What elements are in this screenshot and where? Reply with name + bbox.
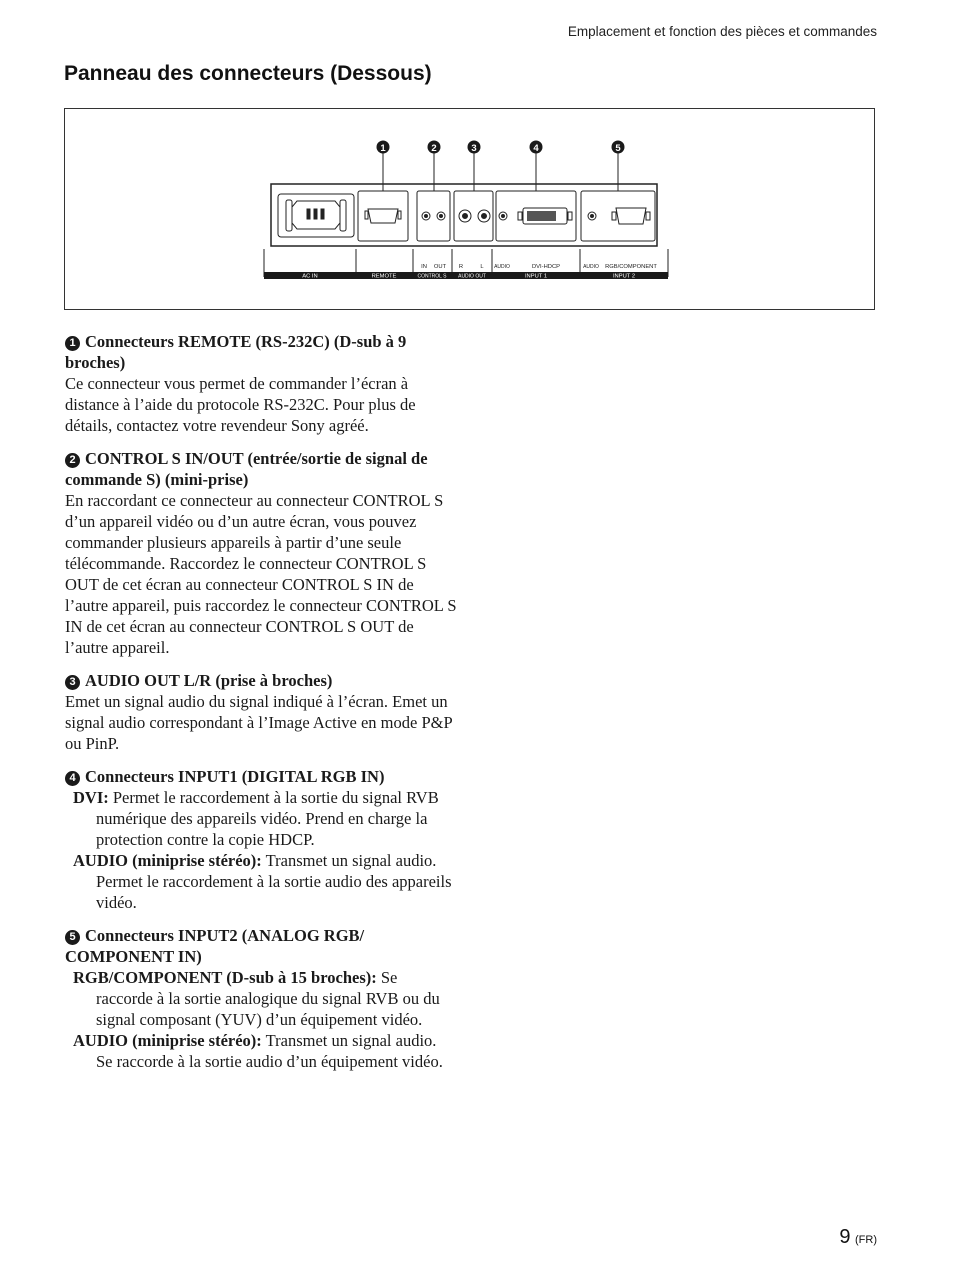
item-heading bbox=[65, 448, 457, 490]
connector-panel-diagram bbox=[64, 108, 875, 310]
sub-term: AUDIO (miniprise stéréo): bbox=[73, 1031, 262, 1050]
number-badge: 3 bbox=[65, 675, 80, 690]
audio-out-connectors bbox=[454, 191, 493, 241]
sub-item-audio bbox=[65, 1030, 457, 1072]
item-input2 bbox=[65, 925, 457, 1072]
item-heading bbox=[65, 331, 457, 373]
running-head: Emplacement et fonction des pièces et commandes bbox=[567, 24, 877, 39]
item-input1 bbox=[65, 766, 457, 913]
item-heading bbox=[65, 766, 457, 787]
input1-connectors bbox=[496, 191, 576, 241]
control-s-connectors bbox=[417, 191, 450, 241]
page-number bbox=[839, 1226, 877, 1249]
label-input-2: INPUT 2 bbox=[612, 273, 636, 280]
item-body: Ce connecteur vous permet de commander l’écran à distance à l’aide du protocole RS-232C. Pour plus de détails, contactez votre revendeur Sony agréé. bbox=[65, 374, 416, 435]
sub-text: Se raccorde à la sortie analogique du signal RVB ou du signal composant (YUV) d’un équipement vidéo. bbox=[96, 968, 440, 1029]
callout-3 bbox=[468, 141, 481, 155]
ac-in-connector bbox=[278, 194, 354, 237]
number-badge: 4 bbox=[65, 771, 80, 786]
item-audio-out bbox=[65, 670, 457, 754]
number-badge: 2 bbox=[65, 453, 80, 468]
callout-5-label: 5 bbox=[615, 143, 621, 154]
item-title: Connecteurs INPUT2 (ANALOG RGB/ COMPONENT IN) bbox=[65, 926, 365, 966]
sub-text: Transmet un signal audio. Permet le raccordement à la sortie audio des appareils vidéo. bbox=[96, 851, 452, 912]
sub-text: Permet le raccordement à la sortie du signal RVB numérique des appareils vidéo. Prend en charge la protection contre la copie HDCP. bbox=[96, 788, 439, 849]
label-out: OUT bbox=[433, 264, 447, 270]
label-dvi-hdcp: DVI-HDCP bbox=[531, 264, 561, 270]
label-rgb-component: RGB/COMPONENT bbox=[605, 264, 657, 270]
callout-4-label: 4 bbox=[533, 143, 539, 154]
sub-term: RGB/COMPONENT (D-sub à 15 broches): bbox=[73, 968, 377, 987]
item-remote bbox=[65, 331, 457, 436]
connector-panel-illustration bbox=[65, 109, 876, 311]
remote-connector bbox=[358, 191, 408, 241]
callout-2 bbox=[428, 141, 441, 155]
input2-connectors bbox=[581, 191, 655, 241]
sub-text: Transmet un signal audio. Se raccorde à la sortie audio d’un équipement vidéo. bbox=[96, 1031, 443, 1071]
label-remote: REMOTE bbox=[371, 273, 397, 280]
item-heading bbox=[65, 925, 457, 967]
callout-1-label: 1 bbox=[380, 143, 386, 154]
item-body: Emet un signal audio du signal indiqué à l’écran. Emet un signal audio correspondant à l’Image Active en mode P&P ou PinP. bbox=[65, 692, 453, 753]
item-title: CONTROL S IN/OUT (entrée/sortie de signal de commande S) (mini-prise) bbox=[65, 449, 428, 489]
page-language: (FR) bbox=[855, 1234, 877, 1246]
connector-descriptions bbox=[65, 331, 457, 1084]
label-control-s: CONTROL S bbox=[417, 273, 447, 280]
callout-2-label: 2 bbox=[431, 143, 437, 154]
sub-term: AUDIO (miniprise stéréo): bbox=[73, 851, 262, 870]
callout-5 bbox=[612, 141, 625, 155]
page-title: Panneau des connecteurs (Dessous) bbox=[64, 62, 432, 85]
label-in: IN bbox=[421, 264, 427, 270]
label-l: L bbox=[480, 264, 484, 270]
item-heading bbox=[65, 670, 457, 691]
label-input-1: INPUT 1 bbox=[524, 273, 548, 280]
sub-item-rgb-component bbox=[65, 967, 457, 1030]
label-r: R bbox=[458, 264, 464, 270]
number-badge: 1 bbox=[65, 336, 80, 351]
item-control-s bbox=[65, 448, 457, 658]
label-audio-out: AUDIO OUT bbox=[458, 273, 486, 280]
sub-item-audio bbox=[65, 850, 457, 913]
callout-1 bbox=[377, 141, 390, 155]
item-title: Connecteurs REMOTE (RS-232C) (D-sub à 9 broches) bbox=[65, 332, 407, 372]
callout-4 bbox=[530, 141, 543, 155]
sub-item-dvi bbox=[65, 787, 457, 850]
label-audio-1: AUDIO bbox=[494, 264, 510, 270]
callout-3-label: 3 bbox=[471, 143, 477, 154]
item-title: Connecteurs INPUT1 (DIGITAL RGB IN) bbox=[85, 767, 385, 786]
number-badge: 5 bbox=[65, 930, 80, 945]
item-body: En raccordant ce connecteur au connecteur CONTROL S d’un appareil vidéo ou d’un autre écran, vous pouvez commander plusieurs appareils à partir d’une seule télécommande. Raccordez le connecteur CONTROL S OUT de cet écran au connecteur CONTROL S IN de l’autre appareil, puis raccordez le connecteur CONTROL S IN de cet écran au connecteur CONTROL S OUT de l’autre appareil. bbox=[65, 491, 457, 657]
page-number-value: 9 bbox=[839, 1226, 851, 1248]
label-audio-2: AUDIO bbox=[583, 264, 599, 270]
label-ac-in: AC IN bbox=[302, 273, 318, 280]
item-title: AUDIO OUT L/R (prise à broches) bbox=[85, 671, 333, 690]
sub-term: DVI: bbox=[73, 788, 109, 807]
